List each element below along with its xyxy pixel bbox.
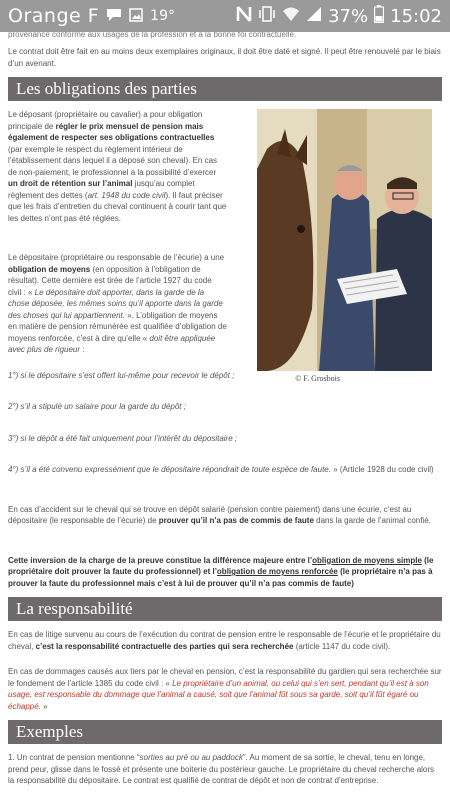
battery-icon [374, 5, 384, 28]
nfc-icon [236, 5, 252, 28]
exemples-p1: 1. Un contrat de pension mentionne “sorties au pré ou au paddock”. Au moment de sa sortie, le cheval, tenu en longe, prend peur, glisse dans le fossé et présente une boiterie du postérieur gauche. Le propriétaire du cheval recherche alors la responsabilité du dépositaire. Le contrat est qualifié de contrat de dépôt et non de contrat d’entreprise. [8, 753, 435, 785]
section-heading-exemples: Exemples [8, 720, 442, 744]
list-item-2: 2°) s’il a stipulé un salaire pour la garde du dépôt ; [8, 402, 186, 411]
responsabilite-p1: En cas de litige survenu au cours de l’exécution du contrat de pension entre le responsable de l’écurie et le propriétaire du cheval, c’est la responsabilité contractuelle des parties qui sera recherchée (article 1147 du code civil). [8, 630, 441, 651]
horse-photo [257, 109, 432, 371]
obligations-section [0, 109, 450, 589]
obligations-p3: En cas d’accident sur le cheval qui se trouve en dépôt salarié (pension contre paiement) dans une écurie, c’est au dépositaire (le responsable de l’écurie) de prouver qu’il n’a pas de commis de faute dans la garde de l’animal confié. [8, 504, 431, 525]
article-content [0, 32, 450, 800]
carrier-name: Orange F [8, 5, 100, 27]
signal-icon [306, 6, 322, 27]
chat-notification-icon [106, 7, 122, 26]
section-heading-responsabilite: La responsabilité [8, 597, 442, 621]
wifi-icon [282, 6, 300, 27]
clock: 15:02 [390, 5, 442, 27]
vibrate-icon [258, 6, 276, 27]
list-item-4: 4°) s’il a été convenu expressément que le dépositaire répondrait de toute espèce de faute. » (Article 1928 du code civil) [8, 465, 434, 474]
link-obligation-renforcee[interactable]: obligation de moyens renforcée [216, 567, 338, 576]
obligations-p1: Le déposant (propriétaire ou cavalier) a pour obligation principale de régler le prix mensuel de pension mais également de respecter ses obligations contractuelles (par exemple le respect du règlement intérieur de l’établissement dans lequel il a déposé son cheval). En cas de non-paiement, le professionnel a la possibilité d’exercer un droit de rétention sur l’animal jusqu’au complet règlement des dettes (art. 1948 du code civil). Il faut préciser que les frais d’entretien du cheval continuent à courir tant que les dettes n’ont pas été réglées. [8, 110, 227, 223]
temperature: 19° [150, 8, 175, 24]
list-item-1: 1°) si le dépositaire s’est offert lui-même pour recevoir le dépôt ; [8, 370, 235, 380]
responsabilite-p2: En cas de dommages causés aux tiers par le cheval en pension, c’est la responsabilité du gardien qui sera recherchée sur le fondement de l’article 1385 du code civil : « Le propriétaire d’un animal, ou celui qui s’en sert, pendant qu’il est à son usage, est responsable du dommage que l’animal a causé, soit que l’animal fût sous sa garde, soit qu’il fût égaré ou échappé. » [8, 667, 442, 711]
link-obligation-simple[interactable]: obligation de moyens simple [312, 555, 422, 565]
obligations-p2: Le dépositaire (propriétaire ou responsable de l’écurie) a une obligation de moyens (en opposition à l’obligation de résultat). Cette dernière est tirée de l’article 1927 du code civil : « Le dépositaire doit apporter, dans la garde de la chose déposée, les mêmes soins qu’il apporte dans la garde des choses qui lui appartiennent. ». L’obligation de moyens en matière de pension rémunérée est qualifiée d’obligation de moyens renforcée, c’est à dire qu’elle « doit être appliquée avec plus de rigueur : [8, 253, 227, 354]
section-heading-obligations: Les obligations des parties [8, 77, 442, 101]
intro-paragraph: Le contrat doit être fait en au moins deux exemplaires originaux, il doit être daté et signé. Il peut être renouvelé par le biais d’un avenant. [8, 47, 441, 68]
gallery-notification-icon [129, 7, 143, 26]
clipped-line: provenance conforme aux usages de la profession et à la bonne foi contractuelle. [8, 32, 297, 39]
obligations-p4: Cette inversion de la charge de la preuve constitue la différence majeure entre l’obligation de moyens simple (le propriétaire doit prouver la faute du professionnel) et l’obligation de moyens renforcée (le propriétaire n’a pas à prouver la faute du professionnel mais c’est à lui de prouver qu’il n’a pas commis de faute) [8, 555, 434, 588]
photo-caption: © F. Grosbois [295, 374, 340, 383]
battery-percent: 37% [328, 5, 369, 27]
status-bar [0, 0, 450, 32]
list-item-3: 3°) si le dépôt a été fait uniquement pour l’intérêt du dépositaire ; [8, 433, 238, 443]
